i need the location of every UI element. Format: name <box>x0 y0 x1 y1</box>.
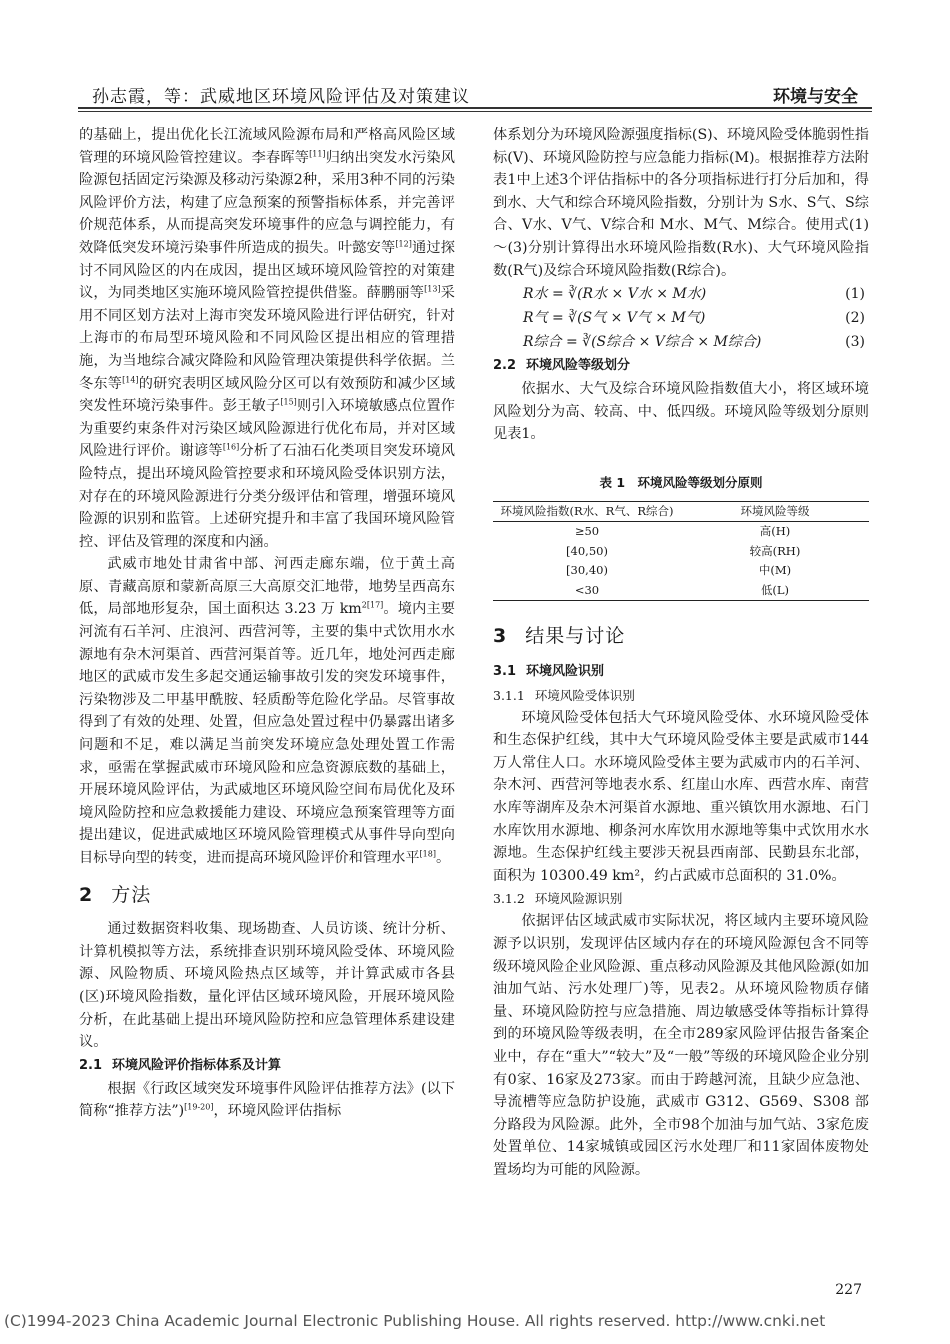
intro-paragraph-1: 的基础上，提出优化长江流域风险源布局和严格高风险区域管理的环境风险管控建议。李春晖等[11]归纳出突发水污染风险源包括固定污染源及移动污染源2种，采用3种不同的污染风险评价方法，构建了应急预案的预警指标体系，并完善评价规范体系，从而提高突发环境事件的应急与调控能力，有效降低突发环境污染事件所造成的损失。叶懿安等[12]通过探讨不同风险区的内在成因，提出区域环境风险管控的对策建议，为同类地区实施环境风险管控提供借鉴。薛鹏丽等[13]采用不同区划方法对上海市突发环境风险进行评估研究，针对上海市的布局型环境风险和不同风险区提出相应的管理措施，为当地综合减灾降险和风险管理决策提供科学依据。兰冬东等[14]的研究表明区域风险分区可以有效预防和减少区域突发性环境污染事件。彭王敏子[15]则引入环境敏感点位置作为重要约束条件对污染区域风险源进行优化布局，并对区域风险进行评价。谢谚等[16]分析了石油石化类项目突发环境风险特点，提出环境风险管控要求和环境风险受体识别方法，对存在的环境风险源进行分类分级评估和管理，增强环境风险源的识别和监管。上述研究提升和丰富了我国环境风险管控、评估及管理的深度和内涵。 <box>79 127 455 550</box>
section-2-2-heading: 2.2 环境风险等级划分 <box>493 358 631 374</box>
table-cell: 中(M) <box>758 563 792 578</box>
table-1-title: 表 1 环境风险等级划分原则 <box>599 474 763 490</box>
receptor-paragraph: 环境风险受体包括大气环境风险受体、水环境风险受体和生态保护红线，其中大气环境风险受体主要是武威市144万人常住人口。水环境风险受体主要为武威市内的石羊河、杂木河、西营河等地表水系、红崖山水库、西营水库、南营水库等湖库及杂木河渠首水源地、重兴镇饮用水源地、石门水库饮用水源地、柳条河水库饮用水源地等集中式饮用水水源地。生态保护红线主要涉天祝县西南部、民勤县东北部，面积为 10300.49 km²，约占武威市总面积的 31.0%。 <box>493 709 869 884</box>
formula-3: R综合 = ∛(S综合 × V综合 × M综合) (3) <box>523 334 865 351</box>
running-title: 孙志霞，等：武威地区环境风险评估及对策建议 <box>92 87 470 107</box>
source-paragraph: 依据评估区域武威市实际状况，将区域内主要环境风险源予以识别，发现评估区域内存在的环境风险源包含不同等级环境风险企业风险源、重点移动风险源及其他风险源(如加油加气站、污水处理厂)等，见表2。从环境风险物质存储量、环境风险防控与应急措施、周边敏感受体等指标计算得到的环境风险等级表明，在全市289家风险评估报告备案企业中，存在“重大”“较大”及“一般”等级的环境风险企业分别有0家、16家及273家。而由于跨越河流，且缺少应急池、导流槽等应急防护设施，武威市 G312、G569、S308 部分路段为风险源。此外，全市98个加油与加气站、3家危废处置单位、14家城镇或园区污水处理厂和11家固体废物处置场均为可能的风险源。 <box>493 913 869 1178</box>
table-cell: ≥50 <box>574 524 600 539</box>
risk-level-paragraph: 依据水、大气及综合环境风险指数值大小，将区域环境风险划分为高、较高、中、低四级。环境风险等级划分原则见表1。 <box>493 381 869 443</box>
risk-level-table <box>493 501 869 602</box>
table-cell: [40,50) <box>566 543 608 558</box>
section-3-1-2-heading: 3.1.2 环境风险源识别 <box>493 891 623 907</box>
formula-1: R水 = ∛(R水 × V水 × M水) (1) <box>523 286 865 303</box>
left-column <box>79 124 455 1123</box>
intro-paragraph-2: 武威市地处甘肃省中部、河西走廊东端，位于黄土高原、青藏高原和蒙新高原三大高原交汇地带，地势呈西高东低，局部地形复杂，国土面积达 3.23 万 $km^{2[17]}$。境内主要河流有石羊河、庄浪河、西营河等，主要的集中式饮用水水源地有杂木河渠首、西营河渠首等。近几年，地处河西走廊地区的武威市发生多起交通运输事故引发的突发环境事件，污染物涉及二甲基甲酰胺、轻质酚等危险化学品。尽管事故得到了有效的处理、处置，但应急处置过程中仍暴露出诸多问题和不足，难以满足当前突发环境应急处理处置工作需求，亟需在掌握武威市环境风险和应急资源底数的基础上，开展环境风险评估，为武威地区环境风险空间布局优化及环境风险防控和应急救援能力建设、环境应急预案管理等方面提出建议，促进武威地区环境风险管理模式从事件导向型向目标导向型的转变，进而提高环境风险评价和管理水平[18]。 <box>79 556 455 866</box>
table-header-level: 环境风险等级 <box>740 503 810 518</box>
index-system-continued: 体系划分为环境风险源强度指标(S)、环境风险受体脆弱性指标(V)、环境风险防控与应急能力指标(M)。根据推荐方法附表1中上述3个评估指标中的各分项指标进行打分后加和，得到水、大气和综合环境风险指数，分别计为 S水、S气、S综合、V水、V气、V综合和 M水、M气、M综合。使用式(1)～(3)分别计算得出水环境风险指数(R水)、大气环境风险指数(R气)及综合环境风险指数(R综合)。 <box>493 127 869 279</box>
journal-name: 环境与安全 <box>773 87 858 107</box>
index-system-paragraph: 根据《行政区域突发环境事件风险评估推荐方法》(以下简称“推荐方法”)[19-20]，环境风险评估指标 <box>79 1080 455 1120</box>
running-header <box>78 78 872 108</box>
section-2-heading: 2 方法 <box>79 883 152 906</box>
page-number: 227 <box>835 1282 862 1298</box>
table-header-row <box>493 501 869 522</box>
section-3-1-1-heading: 3.1.1 环境风险受体识别 <box>493 687 635 703</box>
section-2-1-heading: 2.1 环境风险评价指标体系及计算 <box>79 1057 282 1073</box>
table-cell: <30 <box>574 582 600 597</box>
copyright-footer: (C)1994-2023 China Academic Journal Electronic Publishing House. All rights reserved. http://www.cnki.net <box>4 1312 826 1330</box>
table-row <box>493 542 869 562</box>
section-3-heading: 3 结果与讨论 <box>493 625 626 648</box>
section-3-1-heading: 3.1 环境风险识别 <box>493 663 605 679</box>
methods-paragraph: 通过数据资料收集、现场勘查、人员访谈、统计分析、计算机模拟等方法，系统排查识别环境风险受体、环境风险源、风险物质、环境风险热点区域等，并计算武威市各县(区)环境风险指数，量化评估区域环境风险，开展环境风险分析，在此基础上提出环境风险防控和应急管理体系建设建议。 <box>79 921 455 1051</box>
formula-2: R气 = ∛(S气 × V气 × M气) (2) <box>523 310 865 327</box>
table-header-index: 环境风险指数(R水、R气、R综合) <box>500 503 674 518</box>
right-column <box>493 124 869 1182</box>
header-rule-top <box>78 107 872 109</box>
table-cell: 较高(RH) <box>749 543 801 558</box>
table-cell: 高(H) <box>759 524 791 539</box>
table-cell: [30,40) <box>566 563 608 578</box>
table-row <box>493 581 869 601</box>
table-cell: 低(L) <box>760 582 790 597</box>
header-rule-bottom <box>78 111 872 112</box>
table-row <box>493 522 869 542</box>
table-row <box>493 561 869 581</box>
